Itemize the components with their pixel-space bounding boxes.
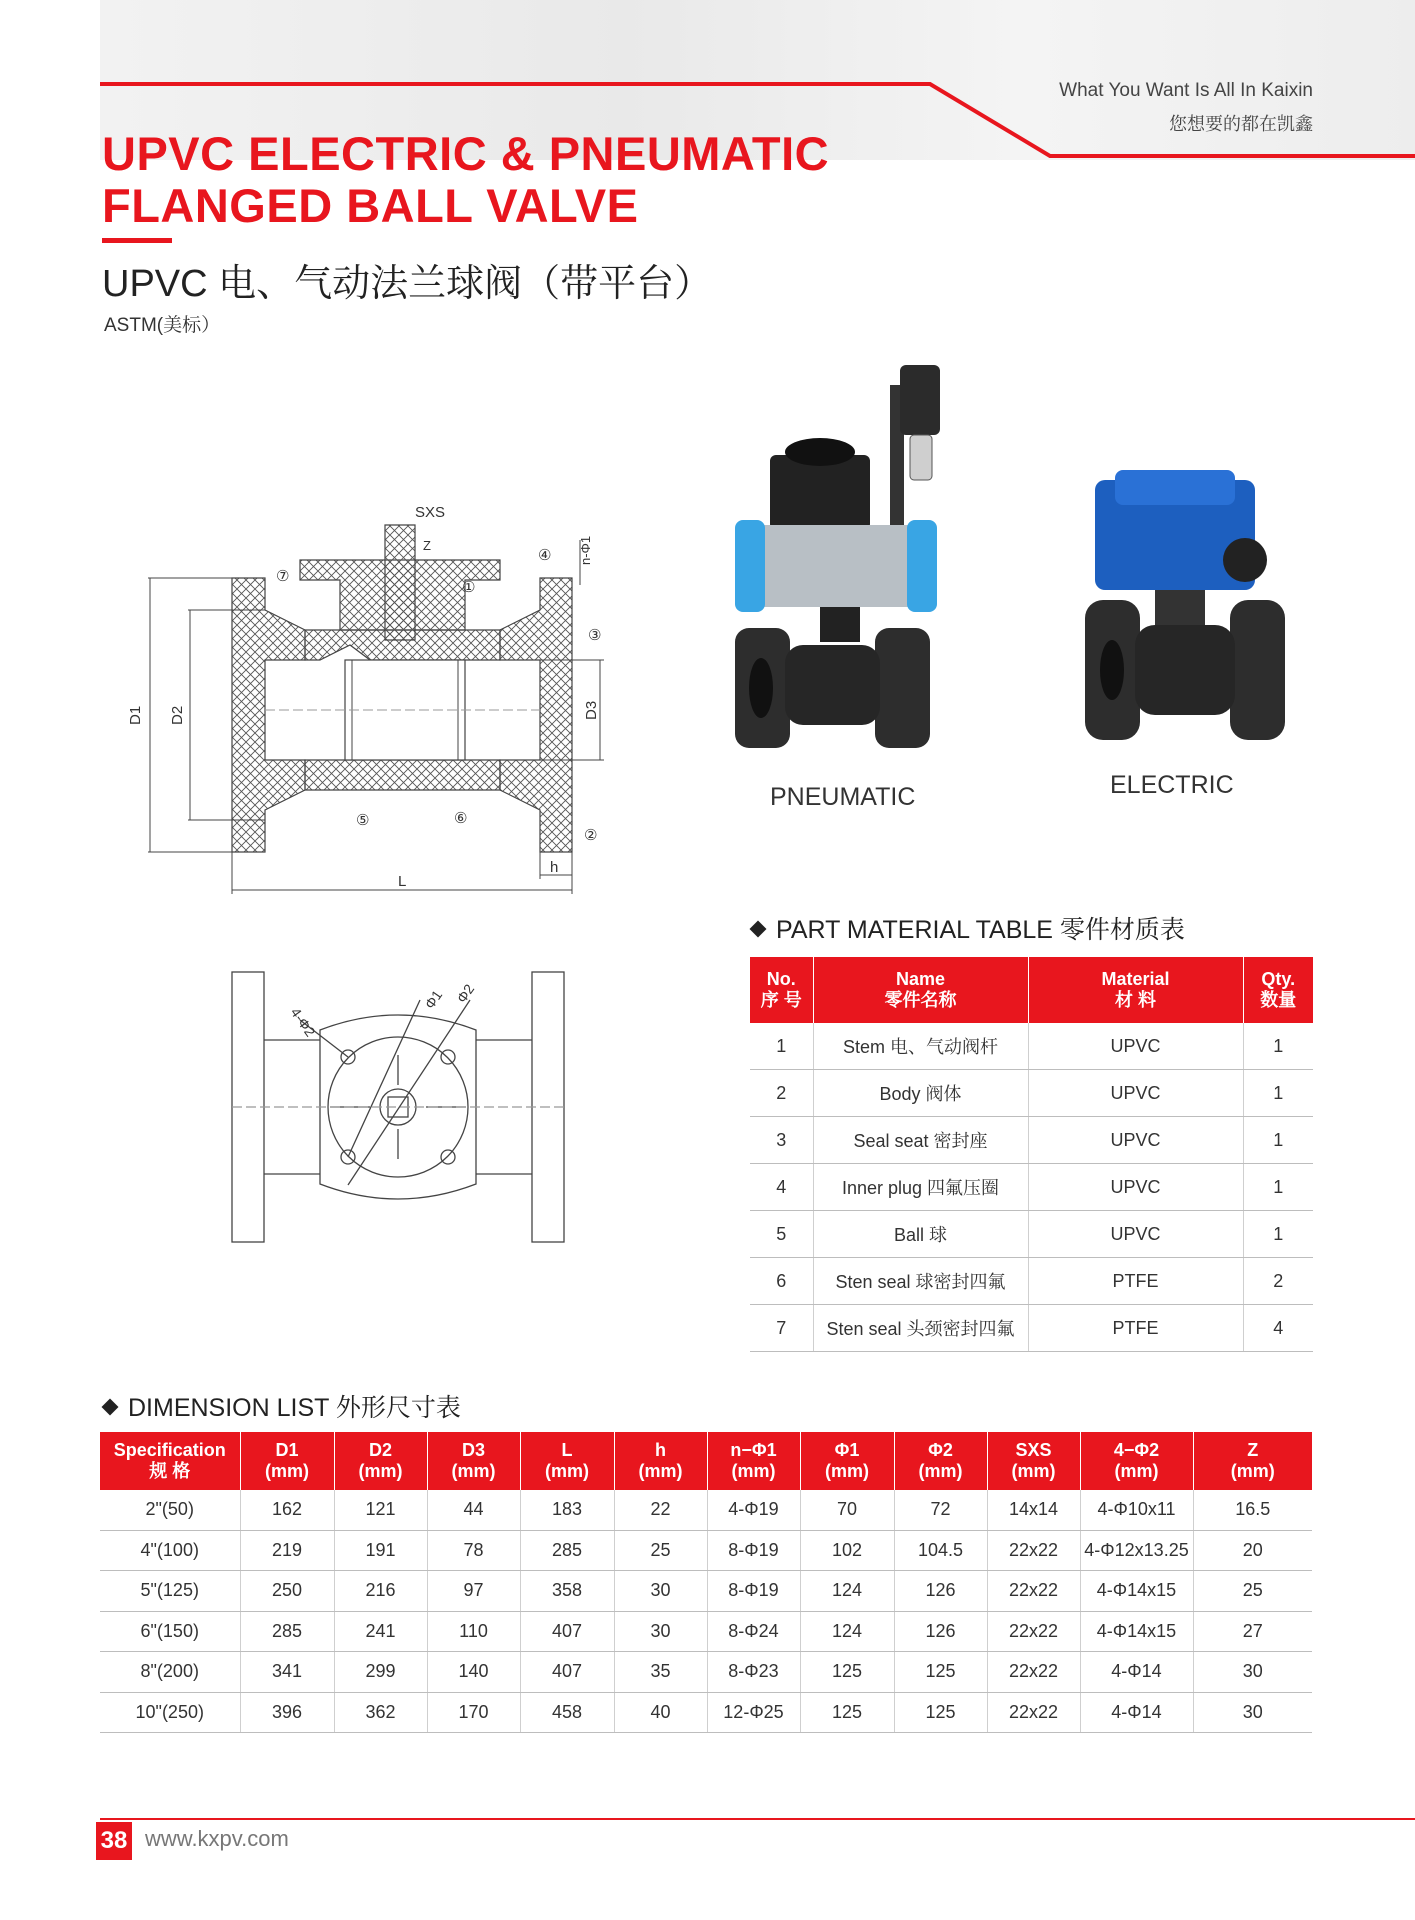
material-cell: 1 (1243, 1070, 1313, 1117)
dimension-header-cn: (mm) (731, 1461, 776, 1481)
dimension-cell: 14x14 (987, 1490, 1080, 1530)
dimension-cell: 4-Φ14x15 (1080, 1611, 1193, 1652)
title-underline (102, 238, 172, 243)
material-cell: UPVC (1028, 1211, 1243, 1258)
website-url: www.kxpv.com (145, 1826, 289, 1851)
dimension-cell: 407 (520, 1611, 614, 1652)
label-n-phi1: n-Φ1 (578, 535, 593, 565)
dimension-table-header (100, 1432, 1312, 1490)
dimension-header-cell (1193, 1432, 1312, 1490)
dimension-cell: 396 (240, 1692, 334, 1733)
dimension-cell: 219 (240, 1530, 334, 1571)
dimension-cell: 78 (427, 1530, 520, 1571)
dimension-header-cell (1080, 1432, 1193, 1490)
callout-5: ⑤ (356, 812, 370, 829)
dimension-cell: 70 (800, 1490, 894, 1530)
dimension-header-cell (334, 1432, 427, 1490)
diamond-icon (750, 921, 767, 938)
material-row (750, 1211, 1313, 1258)
material-cell: UPVC (1028, 1117, 1243, 1164)
dimension-cell: 4-Φ12x13.25 (1080, 1530, 1193, 1571)
dimension-cell: 30 (614, 1571, 707, 1612)
material-header-cell (1243, 957, 1313, 1023)
dimension-header-en: Φ2 (928, 1440, 953, 1460)
dimension-cell: 124 (800, 1571, 894, 1612)
dimension-header-en: SXS (1015, 1440, 1052, 1460)
dimension-cell: 22x22 (987, 1652, 1080, 1693)
callout-2: ② (584, 827, 598, 844)
dimension-header-cell (614, 1432, 707, 1490)
dimension-cell: 22x22 (987, 1692, 1080, 1733)
dimension-cell: 124 (800, 1611, 894, 1652)
dimension-cell: 250 (240, 1571, 334, 1612)
material-table-title (752, 910, 1185, 946)
material-cell: 1 (1243, 1164, 1313, 1211)
dimension-row (100, 1490, 1312, 1530)
material-cell: 4 (750, 1164, 813, 1211)
label-d3: D3 (583, 700, 600, 720)
dimension-cell: 126 (894, 1611, 987, 1652)
material-cell: Ball 球 (813, 1211, 1028, 1258)
electric-valve-image (1080, 465, 1300, 745)
dimension-header-cn: (mm) (918, 1461, 963, 1481)
dimension-row (100, 1692, 1312, 1733)
material-cell: Sten seal 球密封四氟 (813, 1258, 1028, 1305)
dimension-table-title (104, 1388, 461, 1424)
dimension-cell: 125 (800, 1652, 894, 1693)
dimension-header-en: D3 (461, 1440, 485, 1460)
material-cell: Stem 电、气动阀杆 (813, 1023, 1028, 1070)
dimension-cell: 125 (800, 1692, 894, 1733)
material-cell: 4 (1243, 1305, 1313, 1352)
section-view-drawing (120, 490, 770, 910)
dimension-cell: 299 (334, 1652, 427, 1693)
material-cell: 2 (1243, 1258, 1313, 1305)
dimension-cell: 4-Φ10x11 (1080, 1490, 1193, 1530)
material-row (750, 1258, 1313, 1305)
material-cell: Seal seat 密封座 (813, 1117, 1028, 1164)
material-table-title-text: PART MATERIAL TABLE 零件材质表 (776, 916, 1185, 944)
dimension-header-cn: (mm) (1011, 1461, 1056, 1481)
material-cell: UPVC (1028, 1070, 1243, 1117)
label-phi2: Φ2 (453, 981, 478, 1006)
dimension-header-en: D2 (368, 1440, 392, 1460)
dimension-cell: 241 (334, 1611, 427, 1652)
tagline-english: What You Want Is All In Kaixin (1059, 80, 1313, 101)
label-d1: D1 (127, 705, 144, 725)
dimension-header-cell (520, 1432, 614, 1490)
pneumatic-valve-image (725, 360, 1005, 760)
label-l: L (398, 873, 407, 890)
dimension-header-cell (800, 1432, 894, 1490)
dimension-header-cell (987, 1432, 1080, 1490)
dimension-cell: 8-Φ19 (707, 1571, 800, 1612)
material-header-cell (1028, 957, 1243, 1023)
dimension-cell: 458 (520, 1692, 614, 1733)
dimension-cell: 125 (894, 1652, 987, 1693)
dimension-header-cell (427, 1432, 520, 1490)
dimension-cell: 22 (614, 1490, 707, 1530)
dimension-header-en: L (561, 1440, 573, 1460)
dimension-cell: 183 (520, 1490, 614, 1530)
callout-7: ⑦ (276, 568, 290, 585)
dimension-cell: 44 (427, 1490, 520, 1530)
tagline-chinese: 您想要的都在凯鑫 (1169, 114, 1313, 134)
material-row (750, 1023, 1313, 1070)
dimension-cell: 25 (614, 1530, 707, 1571)
dimension-cell: 358 (520, 1571, 614, 1612)
top-view-drawing (220, 960, 580, 1250)
material-cell: PTFE (1028, 1305, 1243, 1352)
material-header-cn: 数量 (1260, 990, 1297, 1010)
material-header-cell (750, 957, 813, 1023)
dimension-cell: 8"(200) (100, 1652, 240, 1693)
material-cell: Body 阀体 (813, 1070, 1028, 1117)
material-cell: 3 (750, 1117, 813, 1164)
dimension-cell: 162 (240, 1490, 334, 1530)
material-header-cell (813, 957, 1028, 1023)
pneumatic-label: PNEUMATIC (770, 783, 916, 811)
dimension-cell: 4-Φ14x15 (1080, 1571, 1193, 1612)
title-line-2: FLANGED BALL VALVE (102, 179, 639, 232)
material-cell: 1 (1243, 1023, 1313, 1070)
dimension-cell: 216 (334, 1571, 427, 1612)
dimension-cell: 102 (800, 1530, 894, 1571)
material-cell: 5 (750, 1211, 813, 1258)
callout-6: ⑥ (454, 810, 468, 827)
dimension-cell: 126 (894, 1571, 987, 1612)
material-header-cn: 材 料 (1114, 990, 1156, 1010)
dimension-cell: 191 (334, 1530, 427, 1571)
dimension-cell: 20 (1193, 1530, 1312, 1571)
material-row (750, 1164, 1313, 1211)
dimension-cell: 35 (614, 1652, 707, 1693)
material-cell: 1 (1243, 1211, 1313, 1258)
material-cell: 1 (750, 1023, 813, 1070)
dimension-cell: 341 (240, 1652, 334, 1693)
dimension-cell: 5"(125) (100, 1571, 240, 1612)
dimension-header-en: Φ1 (834, 1440, 860, 1460)
material-cell: UPVC (1028, 1023, 1243, 1070)
material-header-cn: 序 号 (760, 990, 802, 1010)
dimension-header-cn: (mm) (825, 1461, 869, 1481)
label-z: Z (423, 538, 431, 553)
dimension-cell: 30 (1193, 1692, 1312, 1733)
page-subtitle: UPVC 电、气动法兰球阀（带平台） (102, 263, 713, 305)
dimension-header-cn: (mm) (545, 1461, 589, 1481)
dimension-header-cn: (mm) (451, 1461, 496, 1481)
dimension-table-title-text: DIMENSION LIST 外形尺寸表 (128, 1394, 461, 1422)
dimension-header-cn: (mm) (265, 1461, 309, 1481)
dimension-cell: 25 (1193, 1571, 1312, 1612)
dimension-table-body (100, 1490, 1312, 1733)
dimension-cell: 22x22 (987, 1530, 1080, 1571)
dimension-cell: 10"(250) (100, 1692, 240, 1733)
dimension-cell: 125 (894, 1692, 987, 1733)
dimension-cell: 121 (334, 1490, 427, 1530)
page-title (102, 128, 829, 232)
standard-label: ASTM(美标） (104, 315, 221, 336)
dimension-cell: 104.5 (894, 1530, 987, 1571)
material-header-en: Name (895, 969, 946, 989)
dimension-cell: 27 (1193, 1611, 1312, 1652)
dimension-cell: 6"(150) (100, 1611, 240, 1652)
dimension-cell: 8-Φ19 (707, 1530, 800, 1571)
dimension-cell: 12-Φ25 (707, 1692, 800, 1733)
dimension-cell: 285 (240, 1611, 334, 1652)
label-sxs: SXS (415, 504, 446, 521)
dimension-cell: 22x22 (987, 1571, 1080, 1612)
dimension-header-en: n−Φ1 (730, 1440, 777, 1460)
material-cell: 7 (750, 1305, 813, 1352)
dimension-cell: 362 (334, 1692, 427, 1733)
dimension-header-cn: 规 格 (149, 1461, 191, 1481)
part-material-table (750, 957, 1313, 1352)
material-table-header (750, 957, 1313, 1023)
material-header-en: Qty. (1261, 969, 1296, 989)
dimension-cell: 4-Φ19 (707, 1490, 800, 1530)
dimension-cell: 407 (520, 1652, 614, 1693)
label-d2: D2 (169, 705, 186, 725)
dimension-table (100, 1432, 1312, 1733)
material-cell: Inner plug 四氟压圈 (813, 1164, 1028, 1211)
dimension-cell: 2"(50) (100, 1490, 240, 1530)
material-row (750, 1117, 1313, 1164)
dimension-header-en: 4−Φ2 (1113, 1440, 1160, 1460)
dimension-header-en: D1 (275, 1440, 299, 1460)
material-row (750, 1305, 1313, 1352)
dimension-header-cell (240, 1432, 334, 1490)
dimension-cell: 140 (427, 1652, 520, 1693)
electric-label: ELECTRIC (1110, 771, 1234, 799)
material-cell: 1 (1243, 1117, 1313, 1164)
title-line-1: UPVC ELECTRIC & PNEUMATIC (102, 127, 830, 180)
dimension-cell: 285 (520, 1530, 614, 1571)
material-table-body (750, 1023, 1313, 1352)
diamond-icon (102, 1399, 119, 1416)
material-header-cn: 零件名称 (884, 990, 957, 1010)
dimension-row (100, 1652, 1312, 1693)
material-cell: UPVC (1028, 1164, 1243, 1211)
dimension-cell: 22x22 (987, 1611, 1080, 1652)
label-phi1: Φ1 (421, 987, 446, 1012)
label-h: h (550, 859, 559, 876)
material-header-en: No. (766, 969, 796, 989)
dimension-row (100, 1530, 1312, 1571)
dimension-header-cell (707, 1432, 800, 1490)
dimension-row (100, 1571, 1312, 1612)
dimension-cell: 4-Φ14 (1080, 1692, 1193, 1733)
dimension-cell: 72 (894, 1490, 987, 1530)
dimension-header-en: h (655, 1440, 666, 1460)
dimension-cell: 40 (614, 1692, 707, 1733)
dimension-cell: 30 (1193, 1652, 1312, 1693)
dimension-cell: 110 (427, 1611, 520, 1652)
dimension-cell: 16.5 (1193, 1490, 1312, 1530)
material-cell: Sten seal 头颈密封四氟 (813, 1305, 1028, 1352)
material-cell: 2 (750, 1070, 813, 1117)
dimension-cell: 170 (427, 1692, 520, 1733)
dimension-cell: 8-Φ24 (707, 1611, 800, 1652)
dimension-header-cn: (mm) (1114, 1461, 1159, 1481)
material-cell: PTFE (1028, 1258, 1243, 1305)
dimension-header-cn: (mm) (358, 1461, 403, 1481)
dimension-header-cn: (mm) (1230, 1461, 1275, 1481)
dimension-cell: 8-Φ23 (707, 1652, 800, 1693)
callout-3: ③ (588, 627, 602, 644)
label-4-phi2: 4-Φ2 (287, 1004, 319, 1040)
dimension-header-cell (100, 1432, 240, 1490)
dimension-row (100, 1611, 1312, 1652)
dimension-cell: 97 (427, 1571, 520, 1612)
material-header-en: Material (1101, 969, 1170, 989)
dimension-cell: 4"(100) (100, 1530, 240, 1571)
dimension-cell: 30 (614, 1611, 707, 1652)
dimension-header-cn: (mm) (638, 1461, 683, 1481)
dimension-cell: 4-Φ14 (1080, 1652, 1193, 1693)
material-cell: 6 (750, 1258, 813, 1305)
page-number: 38 (96, 1822, 132, 1860)
footer-line (100, 1818, 1415, 1820)
dimension-header-en: Z (1247, 1440, 1259, 1460)
callout-1: ① (462, 579, 476, 596)
dimension-header-cell (894, 1432, 987, 1490)
material-row (750, 1070, 1313, 1117)
dimension-header-en: Specification (113, 1440, 226, 1460)
callout-4: ④ (538, 547, 552, 564)
